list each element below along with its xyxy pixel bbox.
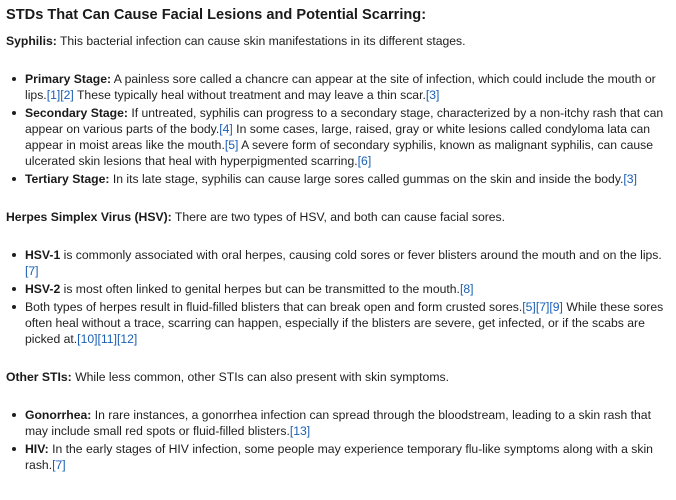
list-item-gonorrhea: [6, 407, 668, 439]
citation-link[interactable]: [ 5 ]: [522, 300, 536, 314]
primary-stage-text: A painless sore called a chancre can appear at the site of infection, which could include the mouth or lips.: [25, 72, 656, 102]
tertiary-stage-text: In its late stage, syphilis can cause large sores called gummas on the skin and inside the body.: [109, 172, 624, 186]
hsv-both-text: Both types of herpes result in fluid-filled blisters that can break open and form crusted sores.: [25, 300, 523, 314]
hsv-heading: Herpes Simplex Virus (HSV):: [6, 210, 172, 224]
secondary-stage-text-3: A severe form of secondary syphilis, known as malignant syphilis, can cause ulcerated skin lesions that heal with hyperpigmented scarring.: [25, 138, 653, 168]
list-item-tertiary-stage: [6, 171, 668, 187]
gonorrhea-text: In rare instances, a gonorrhea infection can spread through the bloodstream, leading to a skin rash that may include small red spots or fluid-filled blisters.: [25, 408, 651, 438]
list-item-hiv: [6, 441, 668, 473]
list-item-primary-stage: [6, 71, 668, 103]
syphilis-intro-text: This bacterial infection can cause skin manifestations in its different stages.: [56, 34, 466, 48]
hsv-intro: [6, 209, 668, 225]
other-stis-heading: Other STIs:: [6, 370, 72, 384]
other-stis-list: [6, 407, 668, 473]
citation-link[interactable]: [ 3 ]: [426, 88, 440, 102]
syphilis-heading: Syphilis:: [6, 34, 57, 48]
hsv-2-text: is most often linked to genital herpes but can be transmitted to the mouth.: [60, 282, 460, 296]
list-item-hsv-1: [6, 247, 668, 279]
hsv-1-text: is commonly associated with oral herpes, causing cold sores or fever blisters around the mouth and on the lips.: [60, 248, 662, 262]
citation-link[interactable]: [ 1 ]: [47, 88, 61, 102]
secondary-stage-text-2: In some cases, large, raised, gray or white lesions called condyloma lata can appear in moist areas like the mouth.: [25, 122, 651, 152]
syphilis-intro: [6, 33, 668, 49]
hsv-2-label: HSV-2: [25, 282, 61, 296]
list-item-secondary-stage: [6, 105, 668, 169]
hsv-1-label: HSV-1: [25, 248, 61, 262]
citation-link[interactable]: [ 13 ]: [290, 424, 310, 438]
citation-link[interactable]: [ 5 ]: [225, 138, 239, 152]
tertiary-stage-label: Tertiary Stage:: [25, 172, 110, 186]
citation-link[interactable]: [ 3 ]: [623, 172, 637, 186]
citation-link[interactable]: [ 7 ]: [52, 458, 66, 472]
list-item-hsv-both: [6, 299, 668, 347]
hiv-text: In the early stages of HIV infection, some people may experience temporary flu-like symptoms along with a skin rash.: [25, 442, 653, 472]
citation-link[interactable]: [ 2 ]: [60, 88, 74, 102]
page-title: STDs That Can Cause Facial Lesions and Potential Scarring:: [6, 7, 427, 23]
citation-link[interactable]: [ 6 ]: [358, 154, 372, 168]
citation-link[interactable]: [ 11 ]: [98, 332, 117, 346]
other-stis-intro-text: While less common, other STIs can also present with skin symptoms.: [71, 370, 449, 384]
citation-link[interactable]: [ 10 ]: [77, 332, 97, 346]
secondary-stage-text: If untreated, syphilis can progress to a secondary stage, characterized by a non-itchy rash that can appear on various parts of the body.: [25, 106, 664, 136]
citation-link[interactable]: [ 8 ]: [460, 282, 474, 296]
hiv-label: HIV:: [25, 442, 49, 456]
citation-link[interactable]: [ 7 ]: [25, 264, 39, 278]
secondary-stage-label: Secondary Stage:: [25, 106, 128, 120]
syphilis-stage-list: [6, 71, 668, 187]
citation-link[interactable]: [ 4 ]: [219, 122, 233, 136]
hsv-intro-text: There are two types of HSV, and both can cause facial sores.: [171, 210, 506, 224]
gonorrhea-label: Gonorrhea:: [25, 408, 92, 422]
list-item-hsv-2: [6, 281, 668, 297]
other-stis-intro: [6, 369, 668, 385]
citation-link[interactable]: [ 9 ]: [549, 300, 563, 314]
citation-link[interactable]: [ 12 ]: [117, 332, 137, 346]
hsv-list: [6, 247, 668, 347]
primary-stage-text-2: These typically heal without treatment and may leave a thin scar.: [73, 88, 426, 102]
citation-link[interactable]: [ 7 ]: [536, 300, 550, 314]
hsv-both-text-2: While these sores often heal without a trace, scarring can happen, especially if the blisters are severe, get infected, or if the scabs are picked at.: [25, 300, 664, 346]
primary-stage-label: Primary Stage:: [25, 72, 112, 86]
